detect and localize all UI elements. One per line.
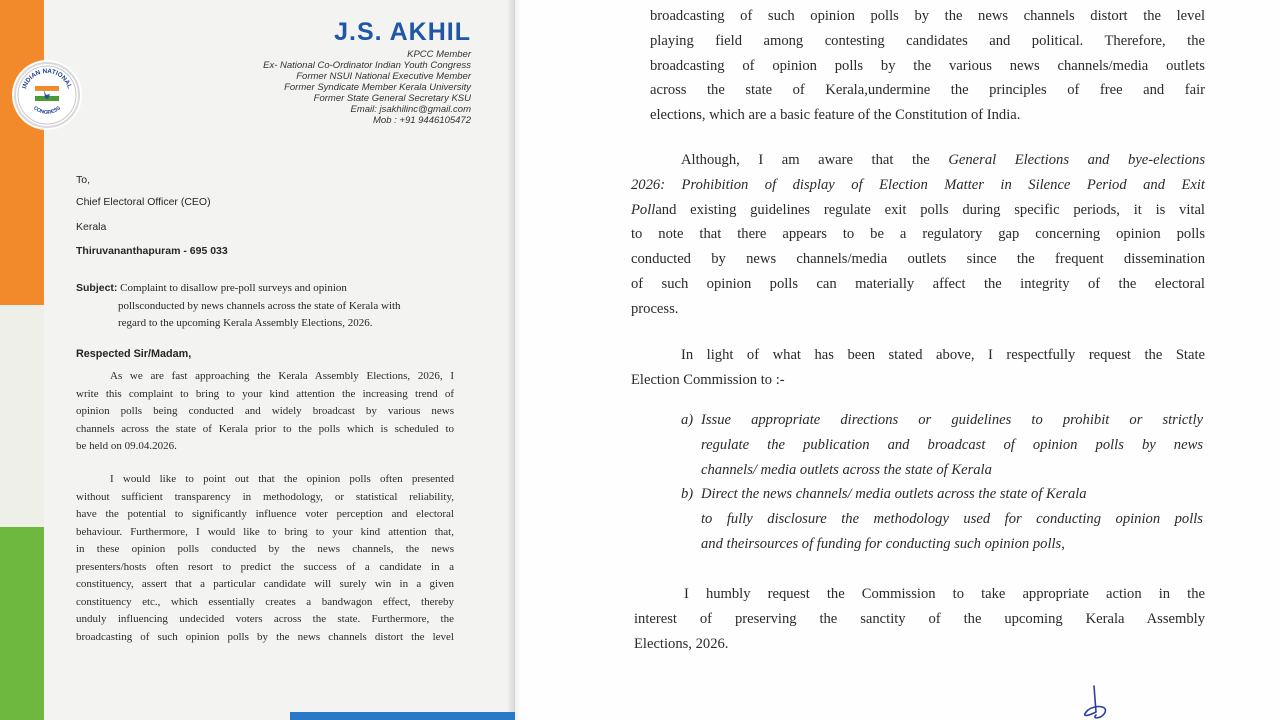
letter-page-2 — [515, 0, 1280, 720]
paragraph-line: across the state of Kerala,undermine the principles of free and fair — [650, 82, 1205, 99]
subject-label: Subject: — [76, 282, 118, 294]
list-line: and theirsources of funding for conducting such opinion polls, — [701, 535, 1065, 552]
paragraph-line: I would like to point out that the opinion polls often presented — [110, 473, 454, 485]
svg-text:INDIAN NATIONAL: INDIAN NATIONAL — [21, 67, 73, 90]
address-to: To, — [76, 174, 91, 186]
congress-emblem-icon — [16, 64, 78, 126]
paragraph-line: I humbly request the Commission to take appropriate action in the — [684, 586, 1205, 602]
green-band — [0, 527, 44, 720]
paragraph-line: conducted by news channels/media outlets since the frequent dissemination — [631, 251, 1205, 268]
body-paragraph — [76, 471, 454, 646]
paragraph-line: In light of what has been stated above, I respectfully request the State — [681, 347, 1205, 363]
paragraph-line: broadcasting of opinion polls by the various news channels/media outlets — [650, 57, 1205, 74]
paragraph-line: in these opinion polls conducted by the news channels, the news — [76, 543, 454, 555]
saffron-band — [0, 0, 44, 305]
letterhead-details — [141, 49, 471, 126]
page-shadow — [515, 0, 521, 720]
paragraph-line: be held on 09.04.2026. — [76, 440, 177, 452]
letterhead-line: Ex- National Co-Ordinator Indian Youth Congress — [263, 60, 471, 71]
paragraph-line: channels across the state of Kerala prior to the polls which is scheduled to — [76, 422, 454, 435]
paragraph-line: of such opinion polls can materially affect the integrity of the electoral — [631, 275, 1205, 292]
subject-line: pollsconducted by news channels across the state of Kerala with — [118, 299, 401, 312]
letterhead-line: Former Syndicate Member Kerala University — [284, 82, 471, 93]
paragraph-line: unduly influencing undecided voters across the state. Furthermore, the — [76, 613, 454, 625]
letterhead-line: Former NSUI National Executive Member — [296, 71, 471, 82]
regulatory-gap-paragraph — [631, 148, 1205, 322]
guideline-title: Poll — [631, 201, 656, 218]
salutation: Respected Sir/Madam, — [76, 348, 192, 360]
list-marker: a) — [681, 412, 694, 428]
subject-line: regard to the upcoming Kerala Assembly Elections, 2026. — [118, 317, 373, 329]
list-line: to fully disclosure the methodology used for conducting opinion polls — [701, 511, 1203, 528]
paragraph-line: presenters/hosts often resort to predict the success of a candidate in a — [76, 560, 454, 573]
list-line: Issue appropriate directions or guidelines to prohibit or strictly — [701, 412, 1203, 428]
paragraph-line — [631, 148, 1205, 173]
congress-logo — [14, 62, 80, 128]
request-item-a — [681, 408, 1203, 482]
paragraph-text: Although, I am aware that the — [681, 152, 949, 168]
page-shadow — [507, 0, 515, 720]
continued-paragraph — [650, 4, 1205, 128]
footer-strip — [290, 712, 515, 720]
paragraph-line: have the potential to significantly influence voter perception and electoral — [76, 508, 454, 520]
guideline-title: 2026: Prohibition of display of Election Matter in Silence Period and Exit — [631, 176, 1205, 193]
svg-text:CONGRESS: CONGRESS — [32, 105, 62, 116]
paragraph-line: opinion polls being conducted and widely broadcast by various news — [76, 405, 454, 417]
letter-page-1 — [0, 0, 515, 720]
letterhead-line: Former State General Secretary KSU — [313, 93, 471, 104]
list-line: regulate the publication and broadcast of opinion polls by news — [701, 436, 1203, 453]
recipient-city: Thiruvananthapuram - 695 033 — [76, 245, 228, 257]
paragraph-line: to note that there appears to be a regulatory gap concerning opinion polls — [631, 226, 1205, 243]
paragraph-line: constituency, assert that a particular candidate will surely win in a given — [76, 578, 454, 590]
paragraph-line: constituency etc., which essentially creates a bandwagon effect, thereby — [76, 595, 454, 608]
guideline-title: General Elections and bye-elections — [948, 152, 1206, 168]
paragraph-line: without sufficient transparency in methodology, or statistical reliability, — [76, 490, 454, 503]
request-intro-paragraph — [631, 343, 1205, 393]
signature-icon — [1066, 682, 1146, 720]
paragraph-line — [631, 173, 1205, 198]
paragraph-line: write this complaint to bring to your kind attention the increasing trend of — [76, 387, 454, 400]
letterhead-name: J.S. AKHIL — [334, 18, 471, 46]
body-paragraph — [76, 368, 454, 456]
letterhead-phone: Mob : +91 9446105472 — [373, 115, 471, 126]
list-marker: b) — [681, 486, 694, 503]
paragraph-line: Election Commission to :- — [631, 371, 785, 388]
paragraph-line: As we are fast approaching the Kerala Assembly Elections, 2026, I — [110, 370, 454, 382]
white-band — [0, 305, 44, 527]
paragraph-line: broadcasting of such opinion polls by the news channels distort the level — [650, 8, 1205, 24]
paragraph-line — [631, 198, 1205, 223]
paragraph-line: interest of preserving the sanctity of the upcoming Kerala Assembly — [634, 610, 1205, 627]
subject-line: Complaint to disallow pre-poll surveys and opinion — [120, 282, 347, 294]
paragraph-line: broadcasting of such opinion polls by the news channels distort the level — [76, 630, 454, 643]
paragraph-line: behaviour. Furthermore, I would like to bring to your kind attention that, — [76, 525, 454, 538]
recipient-state: Kerala — [76, 221, 107, 233]
letterhead-email: Email: jsakhilinc@gmail.com — [350, 104, 471, 115]
paragraph-line: elections, which are a basic feature of the Constitution of India. — [650, 107, 1021, 124]
paragraph-text: and existing guidelines regulate exit polls during specific periods, it is vital — [655, 201, 1205, 218]
list-line: Direct the news channels/ media outlets across the state of Kerala — [701, 486, 1087, 503]
request-item-b — [681, 482, 1203, 556]
closing-paragraph — [634, 582, 1205, 656]
request-list — [681, 408, 1203, 557]
letterhead-line: KPCC Member — [407, 49, 471, 60]
recipient-title: Chief Electoral Officer (CEO) — [76, 196, 211, 208]
paragraph-line: Elections, 2026. — [634, 635, 729, 652]
subject-block — [76, 280, 448, 333]
paragraph-line: process. — [631, 300, 679, 317]
list-line: channels/ media outlets across the state of Kerala — [701, 461, 992, 478]
paragraph-line: playing field among contesting candidates and political. Therefore, the — [650, 32, 1205, 49]
